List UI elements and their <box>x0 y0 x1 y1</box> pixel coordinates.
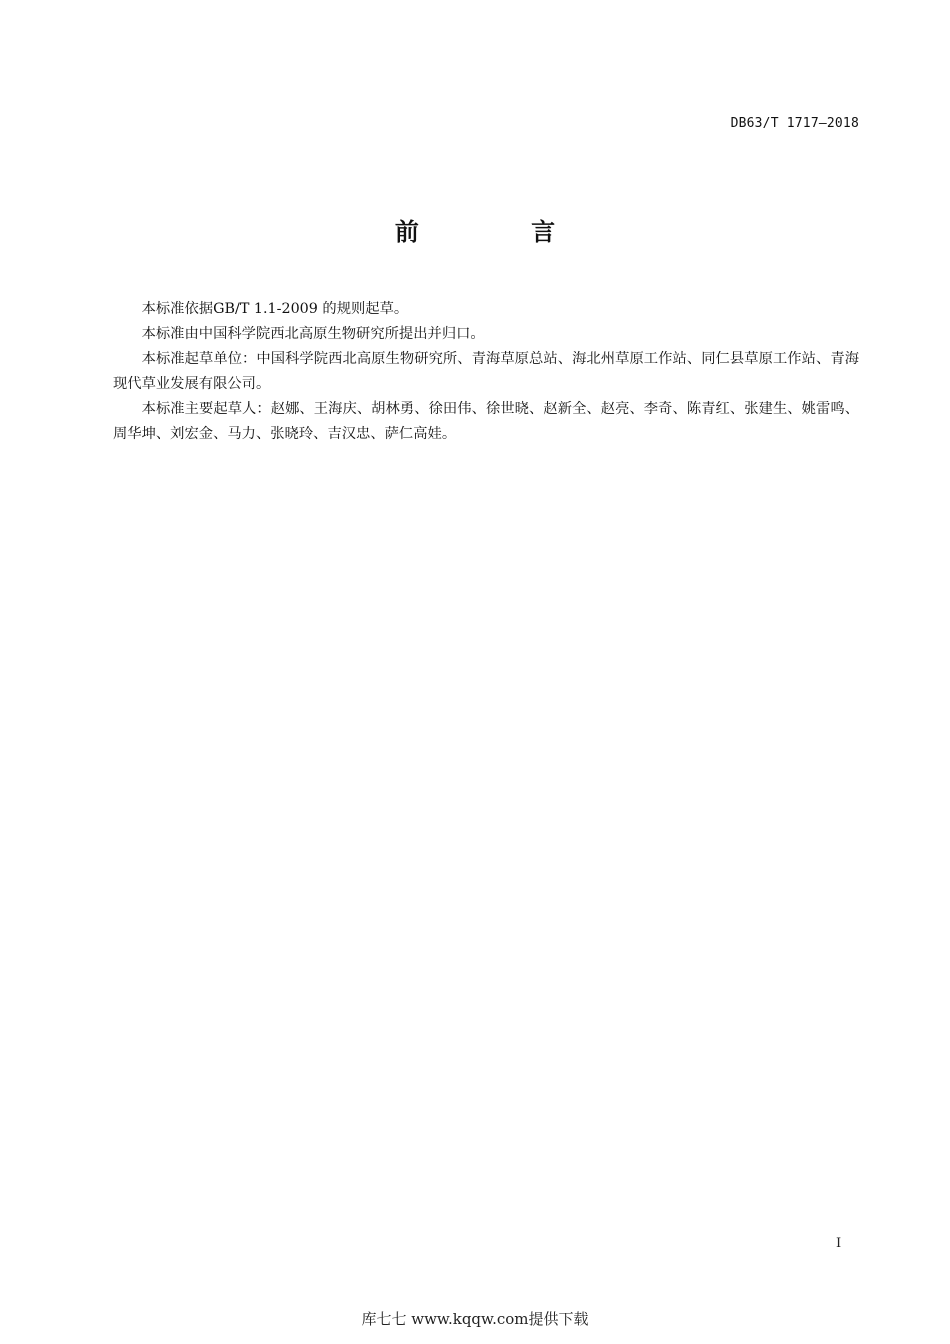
download-footer: 库七七 www.kqqw.com提供下载 <box>361 1310 589 1328</box>
paragraph-drafting-rules: 本标准依据GB/T 1.1-2009 的规则起草。 <box>141 301 409 317</box>
foreword-body <box>113 297 859 447</box>
paragraph-proposer: 本标准由中国科学院西北高原生物研究所提出并归口。 <box>141 326 485 342</box>
paragraph-drafters: 本标准主要起草人：赵娜、王海庆、胡林勇、徐田伟、徐世晓、赵新全、赵亮、李奇、陈青红、张建生、姚雷鸣、周华坤、刘宏金、马力、张晓玲、吉汉忠、萨仁高娃。 <box>113 401 859 442</box>
page-title: 前 言 <box>394 218 608 246</box>
page-number: I <box>836 1236 842 1251</box>
paragraph-drafting-units: 本标准起草单位：中国科学院西北高原生物研究所、青海草原总站、海北州草原工作站、同仁县草原工作站、青海现代草业发展有限公司。 <box>113 351 859 392</box>
document-code: DB63/T 1717—2018 <box>730 116 859 131</box>
